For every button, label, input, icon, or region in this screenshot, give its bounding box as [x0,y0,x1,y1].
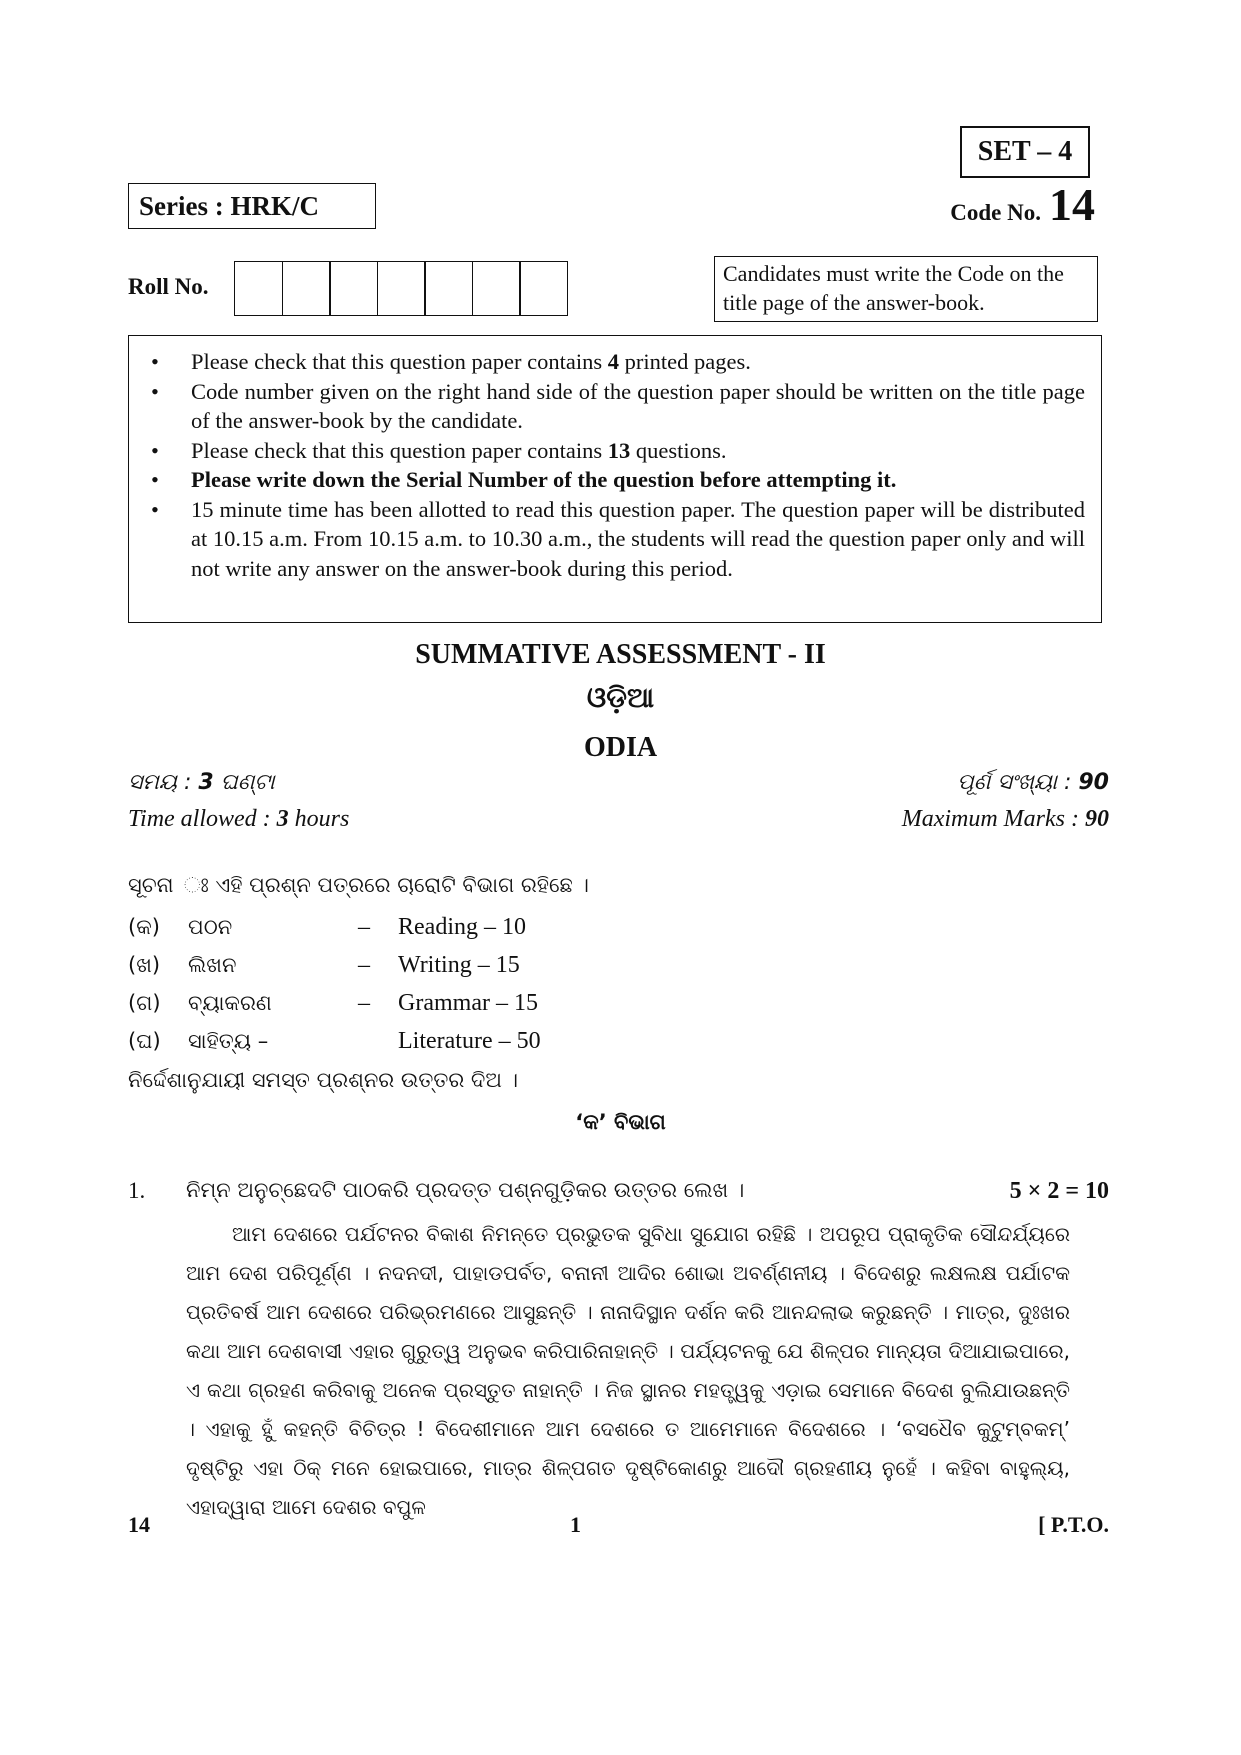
roll-digit-box[interactable] [234,261,283,316]
marks-odia [957,770,1109,795]
section-row [128,984,538,1022]
instruction-bold: Please write down the Serial Number of the question before attempting it. [191,467,897,492]
instruction-text: Code number given on the right hand side of the question paper should be written on the title page of the answer-book by the candidate. [191,378,1085,433]
section-row [128,908,526,946]
bullet-icon: • [151,467,159,492]
time-en-value: 3 [276,806,289,832]
instruction-text: printed pages. [619,349,751,374]
code-label: Code No. [950,200,1041,225]
roll-digit-box[interactable] [472,261,521,316]
section-english: Writing – 15 [398,951,520,978]
roll-digit-box[interactable] [329,261,378,316]
time-odia-label: ସମୟ : [128,770,199,795]
section-dash: – [358,951,370,978]
answer-instruction: ନିର୍ଦ୍ଦେଶାନୁଯାୟୀ ସମସ୍ତ ପ୍ରଶ୍ନର ଉତ୍ତର ଦିଅ । [128,1068,519,1092]
instruction-item [151,347,1085,377]
marks-odia-value: 90 [1078,770,1109,795]
maximum-marks [902,806,1109,833]
question-number: 1. [128,1178,146,1203]
footer-code: 14 [128,1512,150,1537]
section-row [128,1022,541,1060]
marks-en-label: Maximum Marks : [901,806,1085,832]
instruction-bold: 13 [607,437,631,463]
section-letter: (ଖ) [128,952,161,977]
bullet-icon: • [151,349,159,374]
instruction-item [151,495,1085,584]
time-odia-unit: ଘଣ୍ଟା [213,770,275,795]
marks-en-value: 90 [1085,806,1109,832]
section-english: Literature – 50 [398,1027,541,1054]
time-en-unit: hours [288,806,350,832]
section-name: ପଠନ [188,914,233,939]
subject-odia: ଓଡ଼ିଆ [586,681,655,714]
bullet-icon: • [151,496,159,522]
time-odia [128,770,275,795]
section-name: ଲିଖନ [188,952,237,977]
subject-english: ODIA [583,732,658,763]
roll-label: Roll No. [128,274,209,299]
section-name: ସାହିତ୍ୟ – [188,1028,269,1053]
bullet-icon: • [151,437,159,463]
time-allowed [128,806,349,833]
section-english: Reading – 10 [398,913,526,940]
section-row [128,946,520,984]
paper-title: SUMMATIVE ASSESSMENT - II [415,639,826,670]
series-box [128,183,376,229]
question-marks: 5 × 2 = 10 [1009,1178,1109,1204]
instructions-list [151,347,1085,583]
roll-number-boxes[interactable] [234,261,567,316]
code-number [950,178,1095,231]
passage: ଆମ ଦେଶରେ ପର୍ଯଟନର ବିକାଶ ନିମନ୍ତେ ପ୍ରଭୁତକ ସୁବିଧା ସୁଯୋଗ ରହିଛି । ଅପରୂପ ପ୍ରାକୃତିକ ସୌନ୍ଦର୍ଯ୍ୟରେ ଆମ ଦେଶ ପରିପୂର୍ଣ୍ଣ । ନଦନଦୀ, ପାହାଡପର୍ବତ, ବନାନୀ ଆଦିର ଶୋଭା ଅବର୍ଣ୍ଣନୀୟ । ବିଦେଶରୁ ଲକ୍ଷଲକ୍ଷ ପର୍ଯାଟକ ପ୍ରତିବର୍ଷ ଆମ ଦେଶରେ ପରିଭ୍ରମଣରେ ଆସୁଛନ୍ତି । ନାନାଦିସ୍ଥାନ ଦର୍ଶନ କରି ଆନନ୍ଦଲାଭ କରୁଛନ୍ତି । ମାତ୍ର, ଦୁଃଖର କଥା ଆମ ଦେଶବାସୀ ଏହାର ଗୁରୁତ୍ୱ ଅନୁଭବ କରିପାରିନାହାନ୍ତି । ପର୍ଯ୍ୟଟନକୁ ଯେ ଶିଳ୍ପର ମାନ୍ୟତା ଦିଆଯାଇପାରେ, ଏ କଥା ଗ୍ରହଣ କରିବାକୁ ଅନେକ ପ୍ରସ୍ତୁତ ନାହାନ୍ତି । ନିଜ ସ୍ଥାନର ମହତ୍ତ୍ୱକୁ ଏଡ଼ାଇ ସେମାନେ ବିଦେଶ ବୁଲିଯାଉଛନ୍ତି । ଏହାକୁ ହୁଁ କହନ୍ତି ବିଚିତ୍ର ! ବିଦେଶୀମାନେ ଆମ ଦେଶରେ ତ ଆମେମାନେ ବିଦେଶରେ । ‘ବସଧୈବ କୁଟୁମ୍ବକମ୍’ ଦୃଷ୍ଟିରୁ ଏହା ଠିକ୍ ମନେ ହୋଇପାରେ, ମାତ୍ର ଶିଳ୍ପଗତ ଦୃଷ୍ଟିକୋଣରୁ ଆଦୌ ଗ୍ରହଣୀୟ ନୁହେଁ । କହିବା ବାହୁଲ୍ୟ, ଏହାଦ୍ୱାରା ଆମେ ଦେଶର ବପୁଳ [186,1222,1070,1519]
roll-digit-box[interactable] [424,261,473,316]
instruction-text: Please check that this question paper contains [191,437,608,463]
bullet-icon: • [151,378,159,404]
instruction-item [151,436,1085,466]
roll-digit-box[interactable] [282,261,331,316]
instruction-text: 15 minute time has been allotted to read this question paper. The question paper will be distributed at 10.15 a.m. From 10.15 a.m. to 10.30 a.m., the students will read the question paper only and will not write any answer on the answer-book during this period. [191,496,1085,581]
set-box [960,126,1090,178]
candidate-note: Candidates must write the Code on the title page of the answer-book. [714,256,1098,322]
instructions-box [128,335,1102,623]
section-heading: ‘କ’ ବିଭାଗ [575,1110,666,1134]
section-letter: (ଘ) [128,1028,161,1053]
section-letter: (କ) [128,914,160,939]
roll-digit-box[interactable] [377,261,426,316]
set-label: SET – 4 [977,136,1073,167]
instruction-text: Please check that this question paper contains [191,349,608,374]
instruction-bold: 4 [607,349,620,374]
section-dash: – [358,989,370,1016]
instruction-item [151,465,1085,495]
pto-label: [ P.T.O. [1038,1512,1109,1537]
section-english: Grammar – 15 [398,989,538,1016]
question-text: ନିମ୍ନ ଅନୁଚ୍ଛେଦଟି ପାଠକରି ପ୍ରଦତ୍ତ ପଶ୍ନଗୁଡ଼ିକର ଉତ୍ତର ଲେଖ । [186,1178,745,1202]
instruction-item [151,377,1085,436]
time-en-label: Time allowed : [128,806,277,832]
page-number: 1 [570,1512,581,1537]
section-name: ବ୍ୟାକରଣ [188,990,272,1015]
time-odia-value: 3 [198,770,214,795]
series-label: Series : HRK/C [139,190,319,221]
section-dash: – [358,913,370,940]
instruction-text: questions. [630,437,727,463]
section-letter: (ଗ) [128,990,161,1015]
roll-digit-box[interactable] [519,261,568,316]
code-value: 14 [1049,179,1095,230]
notice-text: ସୂଚନା ଃ ଏହି ପ୍ରଶ୍ନ ପତ୍ରରେ ଚାରୋଟି ବିଭାଗ ରହିଛେ । [128,873,589,897]
marks-odia-label: ପୂର୍ଣ ସଂଖ୍ୟା : [957,770,1079,795]
